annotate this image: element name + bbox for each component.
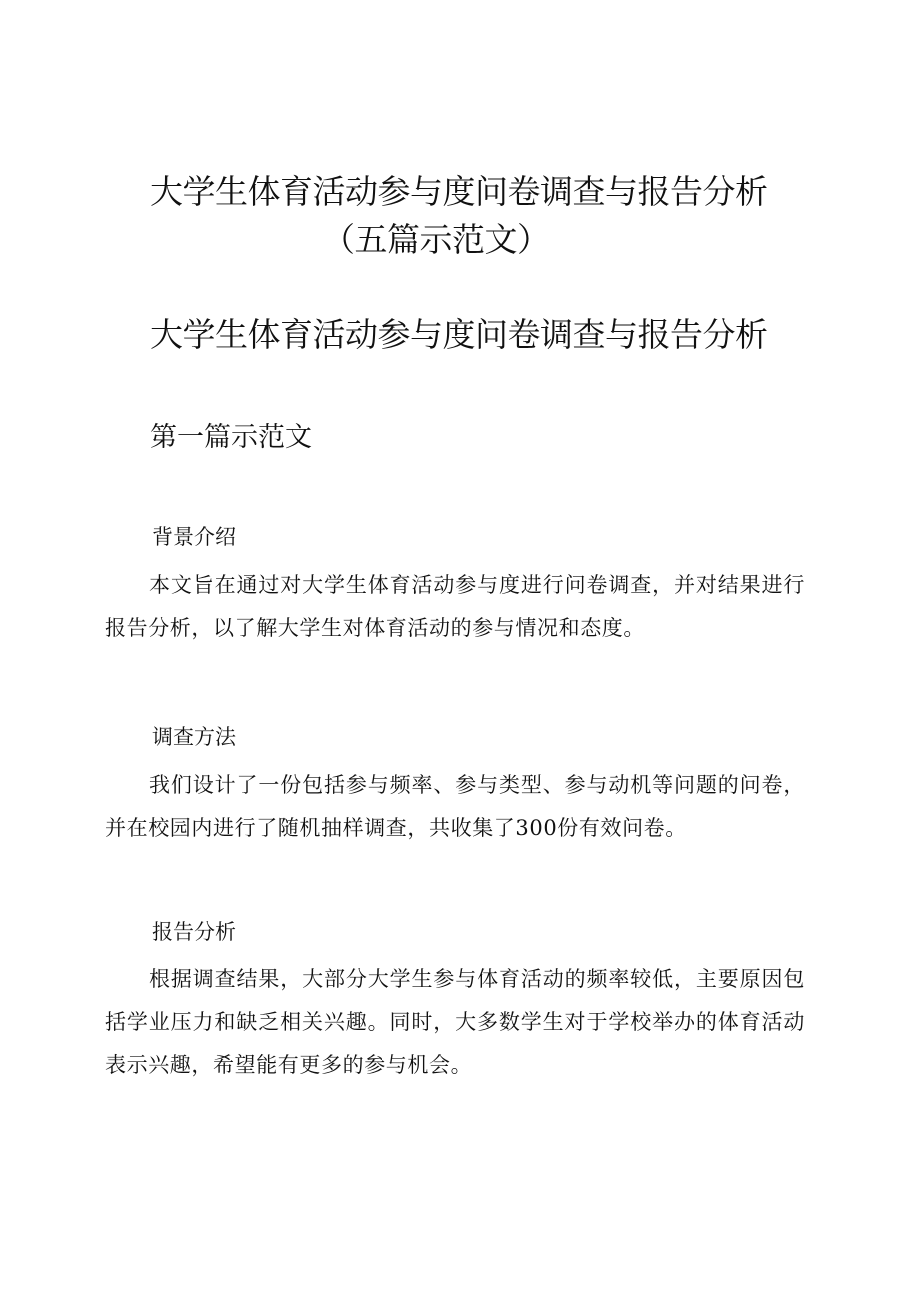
section-heading-method: 调查方法 — [152, 725, 236, 749]
section-heading-analysis: 报告分析 — [152, 920, 236, 944]
part-heading: 第一篇示范文 — [150, 422, 312, 453]
section-heading-background: 背景介绍 — [152, 525, 236, 549]
section-body-analysis: 根据调查结果，大部分大学生参与体育活动的频率较低，主要原因包括学业压力和缺乏相关兴趣。同时，大多数学生对于学校举办的体育活动表示兴趣，希望能有更多的参与机会。 — [105, 967, 805, 1077]
document-title-repeat: 大学生体育活动参与度问卷调查与报告分析 — [150, 315, 768, 354]
section-body-method: 我们设计了一份包括参与频率、参与类型、参与动机等问题的问卷，并在校园内进行了随机抽样调查，共收集了300份有效问卷。 — [105, 773, 805, 840]
document-title-subtitle: （五篇示范文） — [322, 220, 550, 259]
section-body-background: 本文旨在通过对大学生体育活动参与度进行问卷调查，并对结果进行报告分析，以了解大学生对体育活动的参与情况和态度。 — [105, 573, 805, 640]
document-title: 大学生体育活动参与度问卷调查与报告分析 — [150, 172, 768, 211]
